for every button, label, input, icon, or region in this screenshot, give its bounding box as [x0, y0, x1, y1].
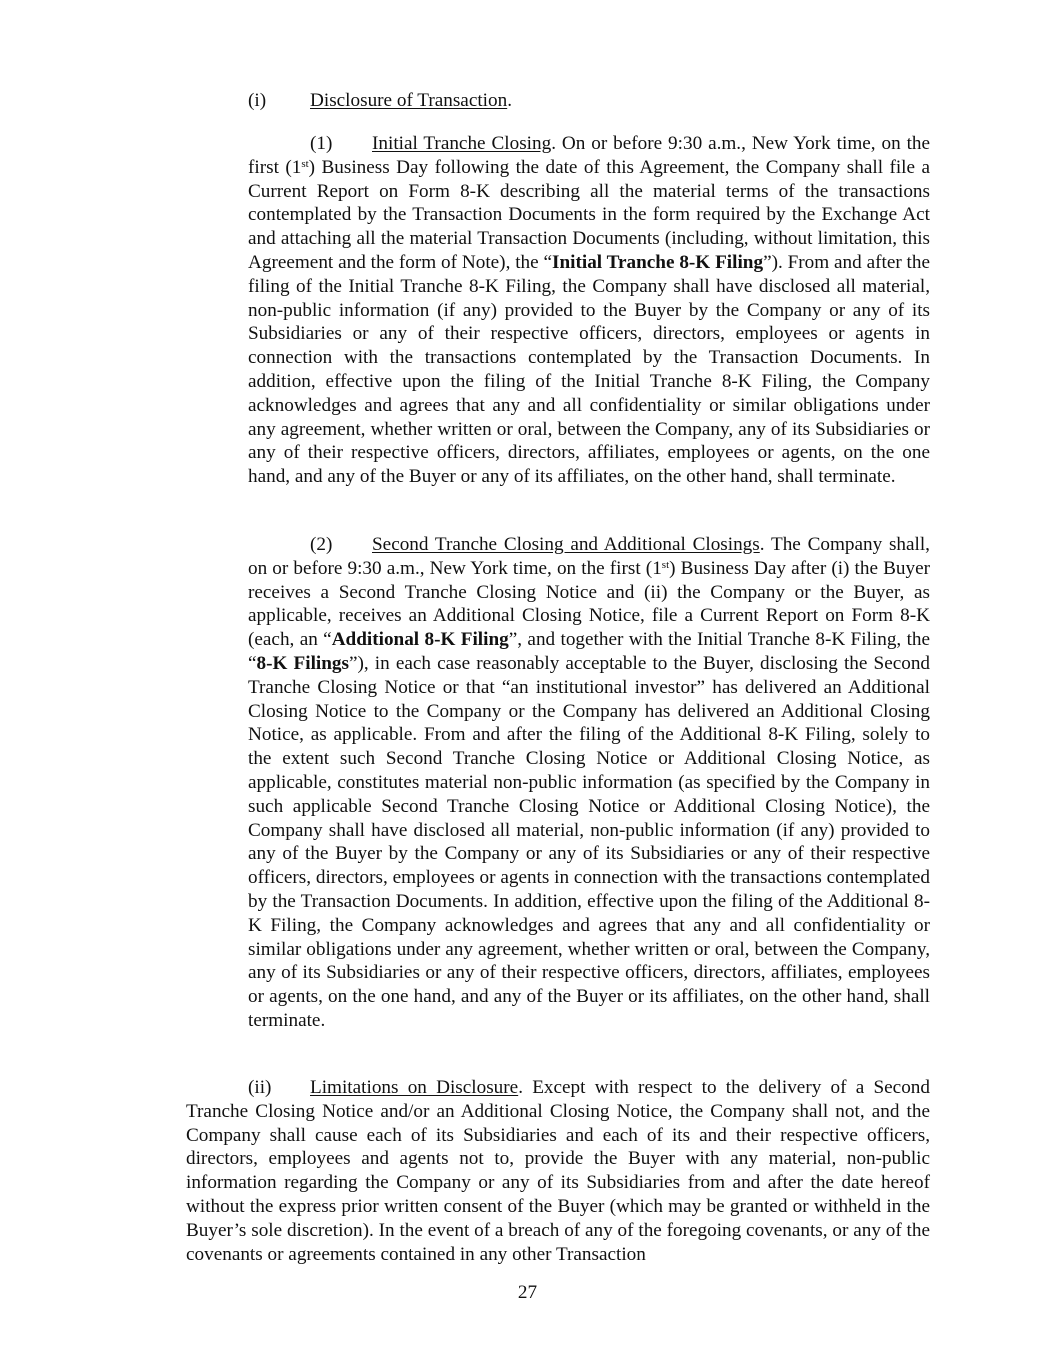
paragraph-1-superscript: st [301, 157, 309, 170]
section-ii-text: . Except with respect to the delivery of a Second Tranche Closing Notice and/or an Additional Closing Notice, the Company shall not, and the Company shall cause each of its Subsidiaries and each of its and their respective officers, directors, employees and agents not to, provide the Buyer with any material, non-public information regarding the Company or any of its Subsidiaries from and after the date hereof without the express prior written consent of the Buyer (which may be granted or withheld in the Buyer’s sole discretion). In the event of a breach of any of the foregoing covenants, or any of the covenants or agreements contained in any other Transaction [186, 1077, 930, 1265]
defined-term-8k-filings: 8-K Filings [256, 652, 349, 674]
paragraph-second-tranche-closing [248, 533, 930, 1033]
paragraph-1-text-c: ”). From and after the filing of the Initial Tranche 8-K Filing, the Company shall have disclosed all material, non-public information (if any) provided to the Buyer by the Company or any of its Subsidiaries or any of their respective officers, directors, employees or agents in connection with the transactions contemplated by the Transaction Documents. In addition, effective upon the filing of the Initial Tranche 8-K Filing, the Company acknowledges and agrees that any and all confidentiality or similar obligations under any agreement, whether written or oral, between the Company, any of its Subsidiaries or any of their respective officers, directors, affiliates, employees or agents, on the one hand, and any of the Buyer or any of its affiliates, on the other hand, shall terminate. [248, 251, 931, 488]
page-number: 27 [517, 1282, 538, 1303]
paragraph-1-text-b: ) Business Day following the date of this Agreement, the Company shall file a Current Report on Form 8-K describing all the material terms of the transactions contemplated by the Transaction Documents in the form required by the Exchange Act and attaching all the material Transaction Documents (including, without limitation, this Agreement and the form of Note), the “ [248, 156, 930, 273]
section-i-title-end: . [507, 90, 512, 111]
paragraph-1-number: (1) [310, 133, 333, 154]
section-i-number: (i) [248, 90, 267, 111]
paragraph-1-title: Initial Tranche Closing [372, 133, 552, 154]
paragraph-initial-tranche-closing [248, 132, 930, 489]
paragraph-2-superscript: st [661, 558, 670, 571]
paragraph-2-text-d: ”), in each case reasonably acceptable to the Buyer, disclosing the Second Tranche Closing Notice or that “an institutional investor” has delivered an Additional Closing Notice to the Company or the Company has delivered an Additional Closing Notice, as applicable. From and after the filing of the Additional 8-K Filing, solely to the extent such Second Tranche Closing Notice or Additional Closing Notice, as applicable, constitutes material non-public information (as specified by the Company in such applicable Second Tranche Closing Notice or Additional Closing Notice), the Company shall have disclosed all material, non-public information (if any) provided to any of the Buyer by the Company or any of its Subsidiaries or any of their respective officers, directors, employees or agents in connection with the transactions contemplated by the Transaction Documents. In addition, effective upon the filing of the Additional 8-K Filing, the Company acknowledges and agrees that any and all confidentiality or similar obligations under any agreement, whether written or oral, between the Company, any of its Subsidiaries or any of their respective officers, directors, affiliates, employees or agents, on the one hand, and any of the Buyer or its affiliates, on the other hand, shall terminate. [248, 652, 931, 1031]
section-ii-number: (ii) [248, 1077, 272, 1098]
section-ii-title: Limitations on Disclosure [310, 1077, 519, 1098]
paragraph-2-title: Second Tranche Closing and Additional Closings [372, 534, 760, 555]
paragraph-2-text-c: ”, and together with the Initial Tranche 8-K Filing, the “ [248, 629, 931, 674]
section-i-heading [248, 89, 512, 113]
paragraph-2-text-b: ) Business Day after (i) the Buyer receives a Second Tranche Closing Notice and (ii) the Company or the Buyer, as applicable, receives an Additional Closing Notice, file a Current Report on Form 8-K (each, an “ [248, 557, 930, 651]
paragraph-limitations-on-disclosure [186, 1076, 930, 1266]
paragraph-1-text-a: . On or before 9:30 a.m., New York time, on the first (1 [248, 133, 931, 178]
paragraph-2-number: (2) [310, 534, 333, 555]
defined-term-additional-8k-filing: Additional 8-K Filing [331, 629, 509, 651]
defined-term-initial-tranche-8k-filing: Initial Tranche 8-K Filing [552, 251, 764, 273]
paragraph-2-text-a: . The Company shall, on or before 9:30 a.m., New York time, on the first (1 [248, 534, 930, 579]
section-i-title: Disclosure of Transaction [310, 90, 508, 111]
